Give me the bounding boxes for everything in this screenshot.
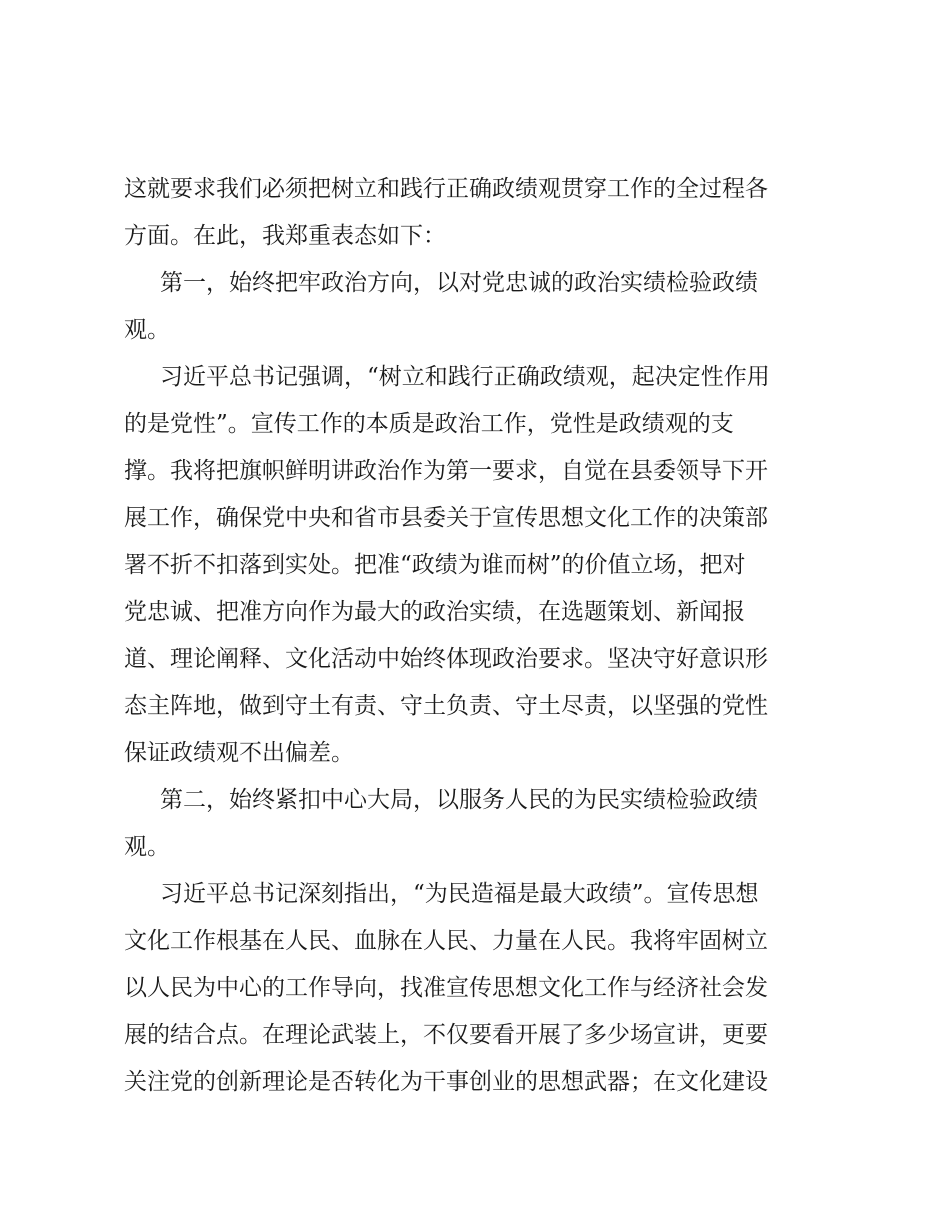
text-line: 道、理论阐释、文化活动中始终体现政治要求。坚决守好意识形 bbox=[124, 646, 768, 672]
text-line: 保证政绩观不出偏差。 bbox=[124, 740, 354, 766]
text-line: 撑。我将把旗帜鲜明讲政治作为第一要求，自觉在县委领导下开 bbox=[124, 458, 768, 484]
text-line: 以人民为中心的工作导向，找准宣传思想文化工作与经济社会发 bbox=[124, 975, 768, 1001]
text-line: 展的结合点。在理论武装上，不仅要看开展了多少场宣讲，更要 bbox=[124, 1022, 768, 1048]
text-line: 展工作，确保党中央和省市县委关于宣传思想文化工作的决策部 bbox=[124, 505, 768, 531]
paragraph-start: 习近平总书记强调，“树立和践行正确政绩观，起决定性作用 bbox=[160, 364, 770, 390]
section-heading-continued: 观。 bbox=[124, 834, 170, 860]
text-line: 党忠诚、把准方向作为最大的政治实绩，在选题策划、新闻报 bbox=[124, 599, 745, 625]
text-line: 方面。在此，我郑重表态如下： bbox=[124, 223, 446, 249]
text-line: 署不折不扣落到实处。把准“政绩为谁而树”的价值立场，把对 bbox=[124, 552, 746, 578]
section-heading-continued: 观。 bbox=[124, 317, 170, 343]
text-line: 态主阵地，做到守土有责、守土负责、守土尽责，以坚强的党性 bbox=[124, 693, 768, 719]
section-heading: 第二，始终紧扣中心大局，以服务人民的为民实绩检验政绩 bbox=[160, 787, 758, 813]
section-heading: 第一，始终把牢政治方向，以对党忠诚的政治实绩检验政绩 bbox=[160, 270, 758, 296]
text-line: 这就要求我们必须把树立和践行正确政绩观贯穿工作的全过程各 bbox=[124, 176, 768, 202]
text-line: 的是党性”。宣传工作的本质是政治工作，党性是政绩观的支 bbox=[124, 411, 734, 437]
text-line: 关注党的创新理论是否转化为干事创业的思想武器；在文化建设 bbox=[124, 1069, 768, 1095]
paragraph-start: 习近平总书记深刻指出，“为民造福是最大政绩”。宣传思想 bbox=[160, 881, 759, 907]
text-line: 文化工作根基在人民、血脉在人民、力量在人民。我将牢固树立 bbox=[124, 928, 768, 954]
